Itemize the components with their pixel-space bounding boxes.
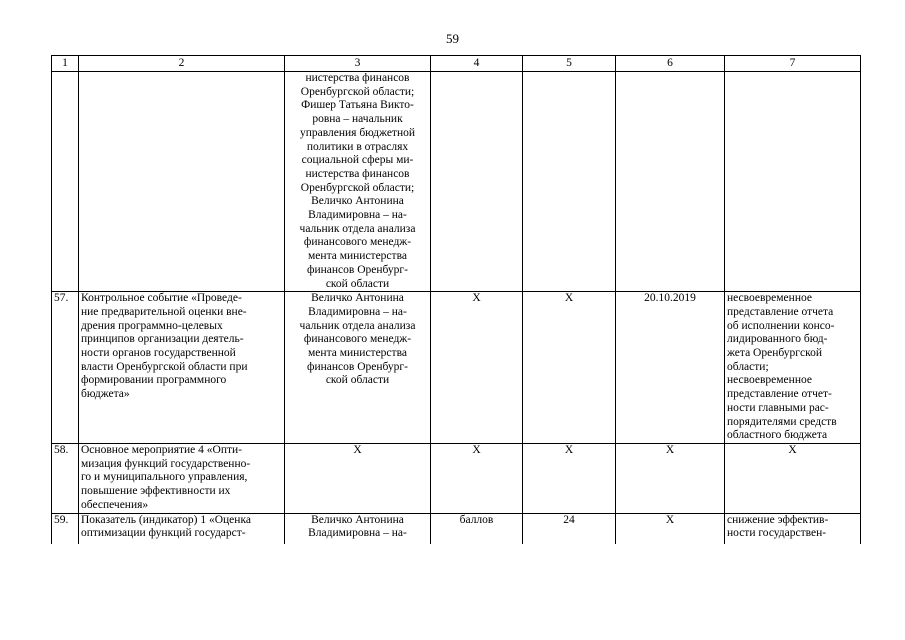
responsible-cell <box>285 513 431 544</box>
date-cell: 20.10.2019 <box>616 292 725 444</box>
cell-line: X <box>353 443 362 456</box>
unit-cell <box>431 72 523 292</box>
unit-cell: X <box>431 443 523 513</box>
header-cell: 6 <box>616 56 725 72</box>
date-cell: X <box>616 513 725 544</box>
document-table <box>51 55 861 544</box>
row-number: 58. <box>52 443 79 513</box>
cell-line: нистерства финансов <box>305 72 410 84</box>
header-cell: 5 <box>523 56 616 72</box>
cell-line: X <box>788 443 797 456</box>
event-name-cell <box>79 292 285 444</box>
cell-line: управления бюджетной <box>299 126 416 139</box>
cell-line: чальник отдела анализа <box>299 222 416 235</box>
cell-line: дрения программно-целевых <box>81 319 223 332</box>
row-number: 59. <box>52 513 79 544</box>
cell-line: мента министерства <box>308 347 407 360</box>
responsible-cell <box>285 443 431 513</box>
cell-line: финансов Оренбург- <box>307 263 408 276</box>
cell-line: ровна – начальник <box>312 113 403 126</box>
table-row <box>52 72 861 292</box>
cell-line: принципов организации деятель- <box>81 333 244 346</box>
cell-line: об исполнении консо- <box>727 319 835 332</box>
unit-cell: X <box>431 292 523 444</box>
cell-line: Контрольное событие «Проведе- <box>81 292 242 305</box>
header-cell: 2 <box>79 56 285 72</box>
event-name-cell <box>79 72 285 292</box>
page-number: 59 <box>446 31 459 46</box>
cell-line: несвоевременное <box>727 374 812 387</box>
cell-line: Оренбургской области; <box>300 181 415 194</box>
event-name-cell <box>79 443 285 513</box>
cell-line: чальник отдела анализа <box>299 319 416 332</box>
cell-line: политики в отраслях <box>306 140 409 153</box>
cell-line: власти Оренбургской области при <box>81 360 248 373</box>
cell-line: порядителями средств <box>727 415 837 428</box>
cell-line: представление отчета <box>727 305 834 318</box>
cell-line: финансов Оренбург- <box>307 360 408 373</box>
cell-line: ности главными рас- <box>727 401 829 414</box>
cell-line: нистерства финансов <box>305 167 410 180</box>
cell-line: Владимировна – на- <box>308 305 407 318</box>
row-number: 57. <box>52 292 79 444</box>
cell-line: Владимировна – на- <box>308 527 407 540</box>
cell-line: ности органов государственной <box>81 347 236 360</box>
cell-line: ние предварительной оценки вне- <box>81 305 247 318</box>
cell-line: лидированного бюд- <box>727 333 828 346</box>
event-name-cell <box>79 513 285 544</box>
cell-line: Фишер Татьяна Викто- <box>301 99 414 112</box>
responsible-cell <box>285 72 431 292</box>
risk-cell <box>725 292 861 444</box>
table-row <box>52 513 861 544</box>
table-header-row <box>52 56 861 72</box>
cell-line: ности государствен- <box>727 527 827 540</box>
cell-line: мента министерства <box>308 250 407 263</box>
cell-line: Оренбургской области; <box>300 85 415 98</box>
value-cell: X <box>523 292 616 444</box>
cell-line: обеспечения» <box>81 498 149 511</box>
cell-line: финансового менедж- <box>303 236 412 249</box>
value-cell <box>523 72 616 292</box>
risk-cell <box>725 513 861 544</box>
cell-line: Величко Антонина <box>311 292 404 305</box>
cell-line: мизация функций государственно- <box>81 457 251 470</box>
cell-line: социальной сферы ми- <box>301 154 414 167</box>
cell-line: Владимировна – на- <box>308 209 407 222</box>
cell-line: жета Оренбургской <box>727 347 822 360</box>
cell-line: ской области <box>325 277 390 290</box>
cell-line: Основное мероприятие 4 «Опти- <box>81 443 242 456</box>
cell-line: го и муниципального управления, <box>81 471 248 484</box>
cell-line: Показатель (индикатор) 1 «Оценка <box>81 513 251 526</box>
cell-line: снижение эффектив- <box>727 513 829 526</box>
cell-line: области; <box>727 360 769 373</box>
risk-cell <box>725 443 861 513</box>
cell-line: формировании программного <box>81 374 227 387</box>
cell-line: Величко Антонина <box>311 513 404 526</box>
cell-line: несвоевременное <box>727 292 812 305</box>
date-cell: X <box>616 443 725 513</box>
header-cell: 7 <box>725 56 861 72</box>
unit-cell: баллов <box>431 513 523 544</box>
risk-cell <box>725 72 861 292</box>
responsible-cell <box>285 292 431 444</box>
cell-line: областного бюджета <box>727 429 828 442</box>
cell-line: оптимизации функций государст- <box>81 527 246 540</box>
header-cell: 1 <box>52 56 79 72</box>
table-row <box>52 292 861 444</box>
cell-line: бюджета» <box>81 388 130 401</box>
table-row <box>52 443 861 513</box>
header-cell: 4 <box>431 56 523 72</box>
value-cell: X <box>523 443 616 513</box>
date-cell <box>616 72 725 292</box>
cell-line: финансового менедж- <box>303 333 412 346</box>
value-cell: 24 <box>523 513 616 544</box>
cell-line: Величко Антонина <box>311 195 404 208</box>
cell-line: ской области <box>325 374 390 387</box>
cell-line: повышение эффективности их <box>81 485 231 498</box>
row-number <box>52 72 79 292</box>
header-cell: 3 <box>285 56 431 72</box>
cell-line: представление отчет- <box>727 388 832 401</box>
